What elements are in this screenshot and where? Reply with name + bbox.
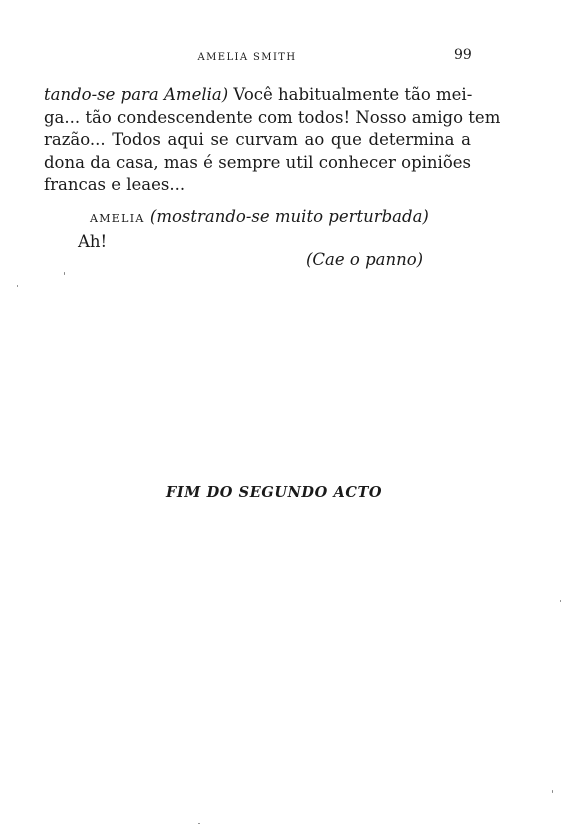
paragraph-line-1-text: Você habitualmente tão mei- <box>233 85 473 104</box>
paragraph-line-4: dona da casa, mas é sempre util conhecer opiniões <box>44 152 471 172</box>
page-number: 99 <box>454 47 472 63</box>
curtain-direction: (Cae o panno) <box>306 250 424 269</box>
scan-speck <box>560 600 561 602</box>
speech-text: Ah! <box>78 232 108 251</box>
scan-speck <box>198 823 200 824</box>
speaker-line <box>90 207 429 226</box>
paragraph-line-2: ga... tão condescendente com todos! Nosso amigo tem <box>44 107 501 127</box>
stage-direction-fragment: tando-se para Amelia) <box>44 85 229 104</box>
speaker-name: AMELIA <box>90 212 145 225</box>
running-title: AMELIA SMITH <box>197 52 297 63</box>
speaker-direction: (mostrando-se muito perturbada) <box>149 207 429 226</box>
scan-speck <box>64 272 65 275</box>
paragraph-line-5: francas e leaes... <box>44 175 186 194</box>
act-end-heading: FIM DO SEGUNDO ACTO <box>166 484 383 501</box>
paragraph-line-1 <box>44 84 471 107</box>
body-paragraph <box>44 84 501 197</box>
scan-speck <box>17 285 18 287</box>
paragraph-line-3: razão... Todos aqui se curvam ao que determina a <box>44 130 471 149</box>
scan-speck <box>552 790 553 793</box>
